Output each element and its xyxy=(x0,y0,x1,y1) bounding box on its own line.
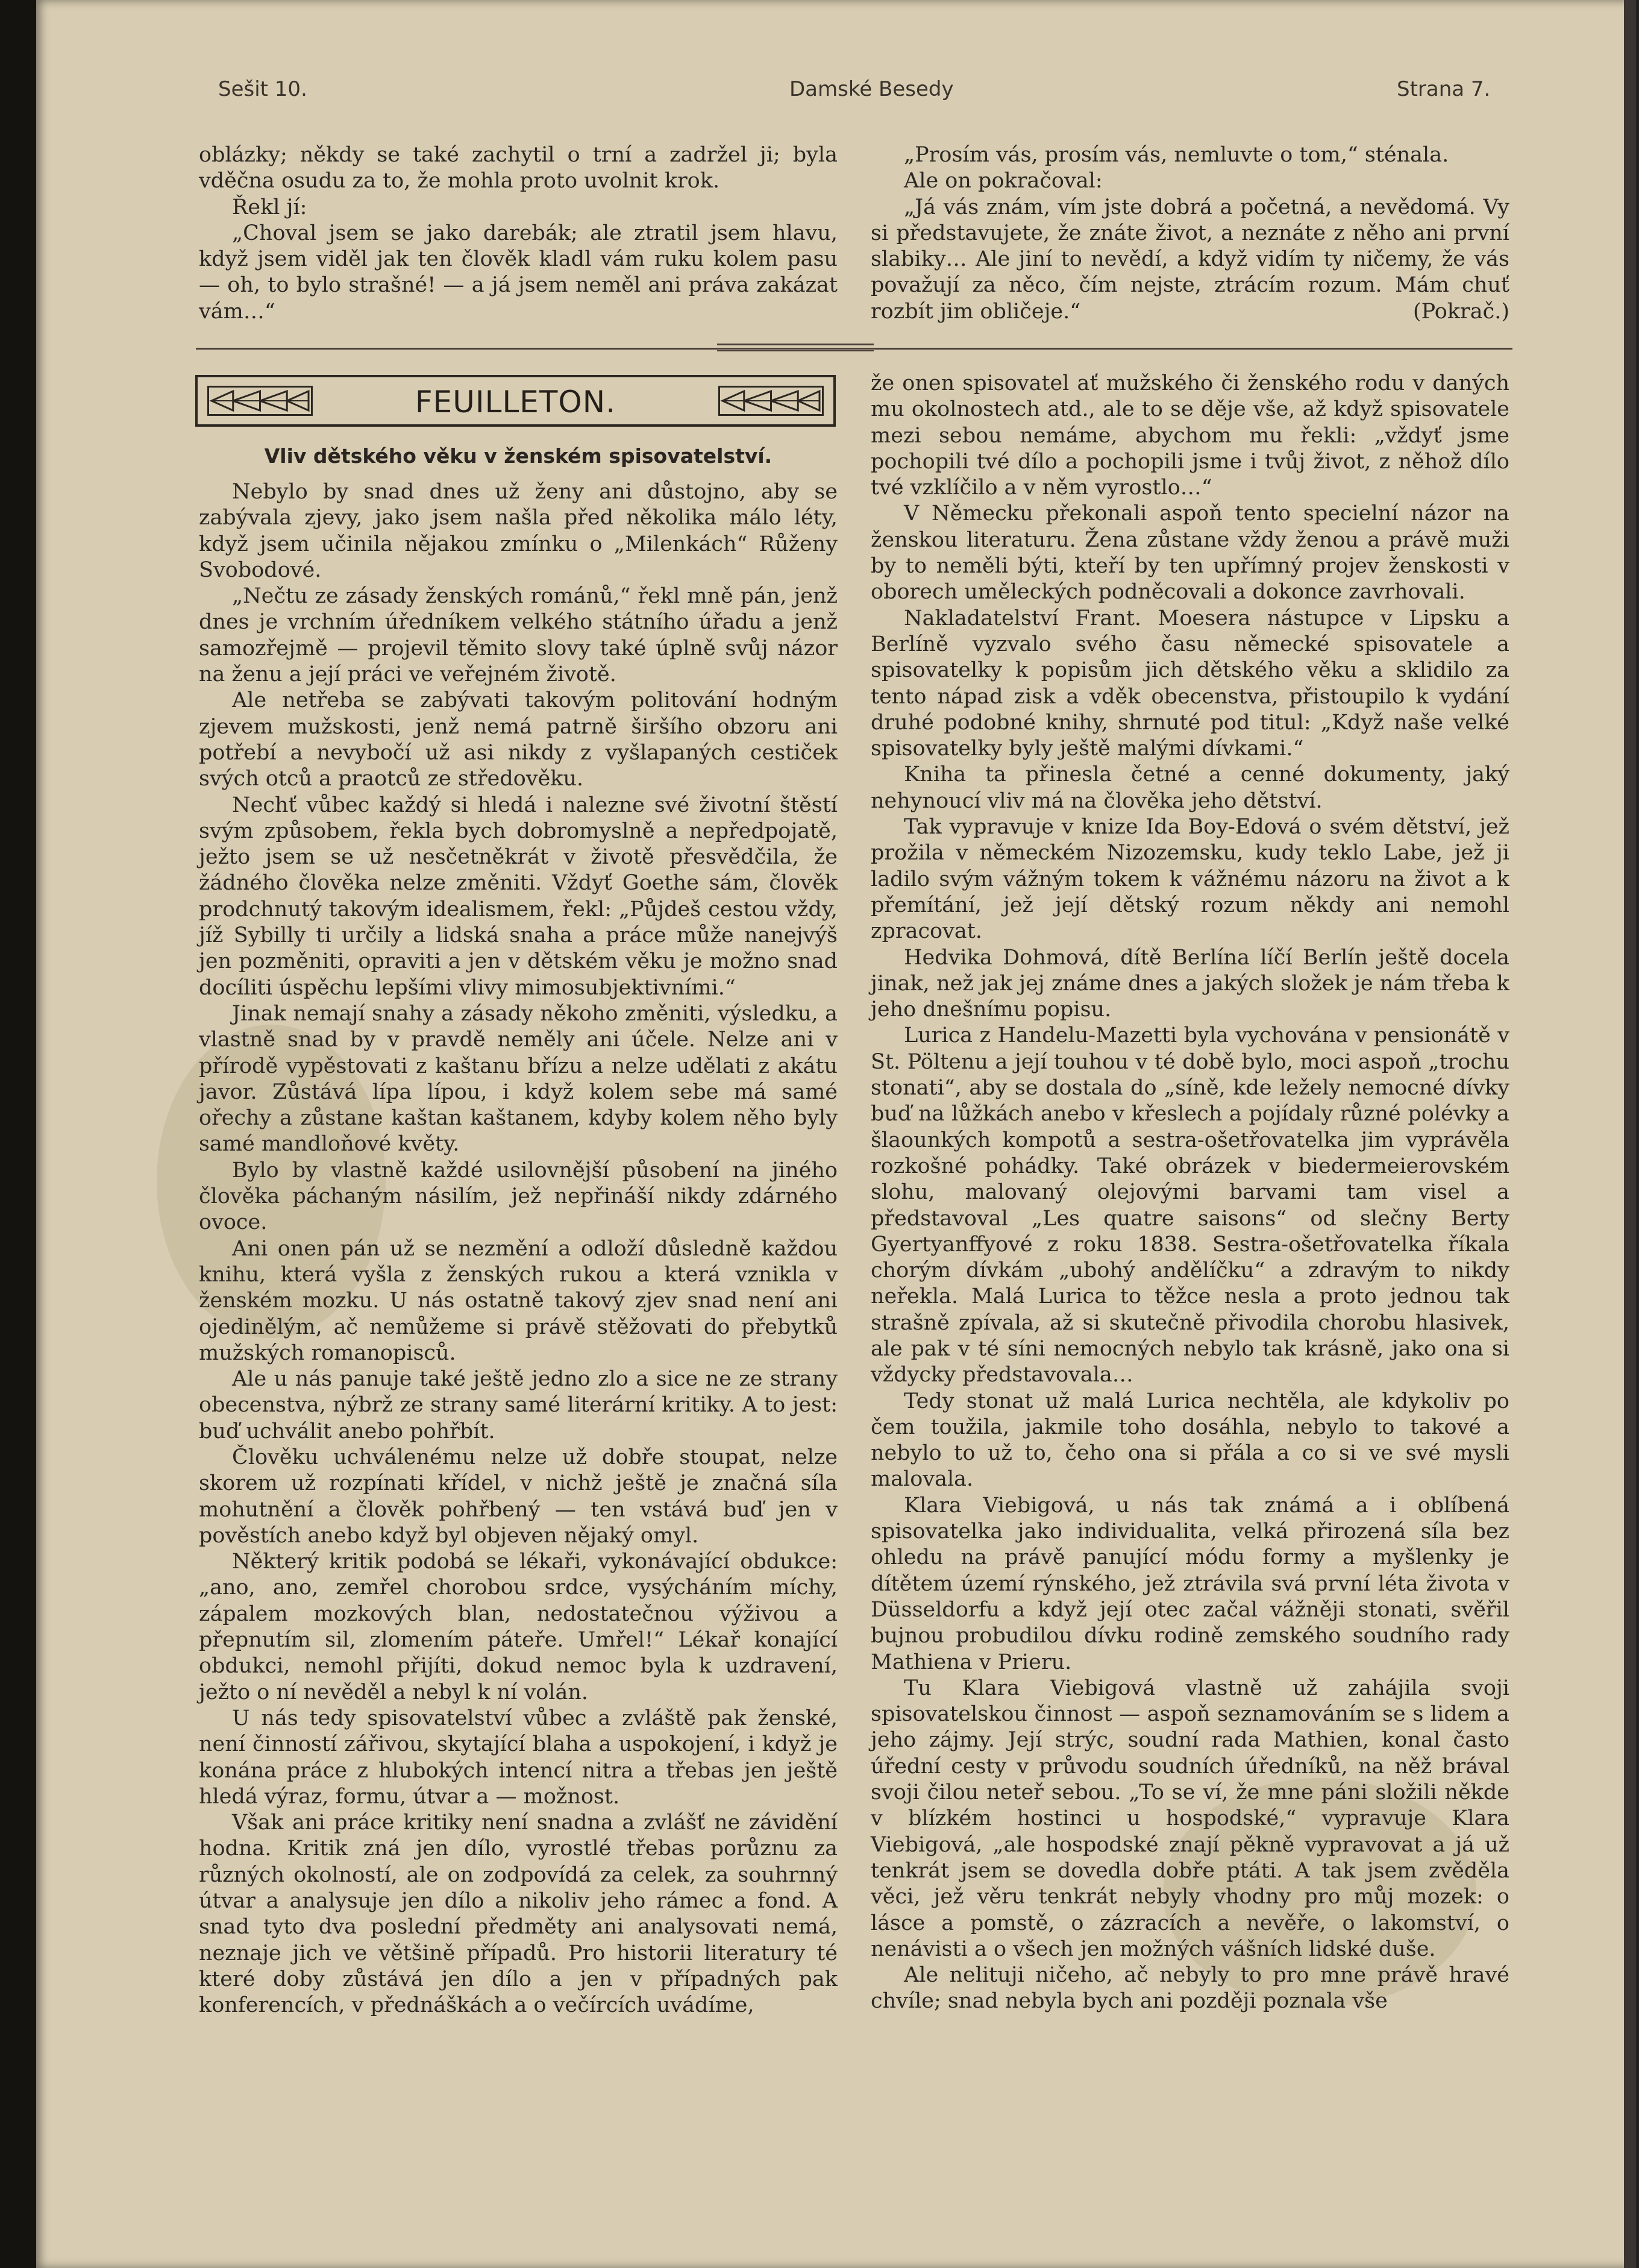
story-paragraph-text: „Já vás znám, vím jste dobrá a početná, a nevědomá. Vy si představujete, že znáte život, a neznáte z něho ani první slabiky… Ale jiní to nevědí, a když vidím ty ničemy, že vás považují za něco, čím nejste, ztrácím rozum. Mám chuť rozbít jim obličeje.“ xyxy=(871,195,1509,324)
article-paragraph: Hedvika Dohmová, dítě Berlína líčí Berlín ještě docela jinak, než jak jej známe dnes a jakých složek je nám třeba k jeho dnešnímu popisu. xyxy=(871,945,1509,1022)
story-paragraph: Řekl jí: xyxy=(232,195,307,219)
article-paragraph: Kniha ta přinesla četné a cenné dokumenty, jaký nehynoucí vliv má na člověka jeho dětství. xyxy=(871,762,1509,813)
header-page-number: Strana 7. xyxy=(1397,77,1491,101)
header-issue: Sešit 10. xyxy=(218,77,307,101)
scan-left-border xyxy=(0,0,36,2268)
article-paragraph: V Německu překonali aspoň tento specielní názor na ženskou literaturu. Žena zůstane vždy ženou a právě muži by to neměli býti, kteří by ten upřímný projev ženskosti v oborech uměleckých podněcovali a dokonce zavrhovali. xyxy=(871,501,1509,605)
continued-note: (Pokrač.) xyxy=(1412,299,1509,324)
story-paragraph: Ale on pokračoval: xyxy=(904,169,1103,193)
story-paragraph: „Choval jsem se jako darebák; ale ztratil jsem hlavu, když jsem viděl jak ten člověk kladl vám ruku kolem pasu — oh, to bylo strašné! — a já jsem neměl ani práva zakázat vám…“ xyxy=(199,221,838,324)
article-paragraph: Nechť vůbec každý si hledá i nalezne své životní štěstí svým způsobem, řekla bych dobromyslně a nepředpojatě, ježto jsem se už nesčetněkrát v životě přesvědčila, že žádného člověka nelze změniti. Vždyť Goethe sám, člověk prodchnutý takovým idealismem, řekl: „Půjdeš cestou vždy, jíž Sybilly ti určily a lidská snaha a práce může nanejvýš jen pozměniti, opraviti a jen v dětském věku je možno snad docíliti úspěchu lepšími vlivy mimosubjektivními.“ xyxy=(199,793,838,1000)
article-paragraph: Člověku uchválenému nelze už dobře stoupat, nelze skorem už rozpínati křídel, v nichž ještě je značná síla mohutnění a člověk pohřbený — ten vstává buď jen v pověstích anebo když byl objeven nějaký omyl. xyxy=(199,1445,838,1548)
story-paragraph: oblázky; někdy se také zachytil o trní a zadržel ji; byla vděčna osudu za to, že mohla proto uvolnit krok. xyxy=(199,143,838,193)
article-right-column xyxy=(871,371,1509,2015)
ornament-icon xyxy=(718,386,824,416)
scan-right-border xyxy=(1624,0,1636,2268)
article-paragraph: Ale nelituji ničeho, ač nebyly to pro mne právě hravé chvíle; snad nebyla bych ani později poznala vše xyxy=(871,1963,1509,2014)
story-paragraph: „Prosím vás, prosím vás, nemluvte o tom,“ sténala. xyxy=(904,143,1449,167)
article-paragraph: U nás tedy spisovatelství vůbec a zvláště pak ženské, není činností zářivou, skytající blaha a uspokojení, i když je konána práce z hlubokých intencí nitra a třebas jen ještě hledá výraz, formu, útvar a — možnost. xyxy=(199,1706,838,1809)
article-paragraph: Lurica z Handelu-Mazetti byla vychována v pensionátě v St. Pöltenu a její touhou v té době bylo, moci aspoň „trochu stonati“, aby se dostala do „síně, kde ležely nemocné dívky buď na lůžkách anebo v křeslech a pojídaly různé polévky a šlaounkých kompotů a sestra-ošetřovatelka jim vyprávěla rozkošné pohádky. Také obrázek v biedermeierovském slohu, malovaný olejovými barvami tam visel a představoval „Les quatre saisons“ od slečny Berty Gyertyanffyové z roku 1838. Sestra-ošetřovatelka říkala chorým dívkám „ubohý andělíčku“ a zdravým to nikdy neřekla. Malá Lurica to těžce nesla a proto jednou tak strašně zpívala, až si skutečně přivodila chorobu hlasivek, ale pak v té síni nemocných nebylo tak krásně, jako ona si vždycky představovala… xyxy=(871,1023,1509,1387)
article-paragraph: „Nečtu ze zásady ženských románů,“ řekl mně pán, jenž dnes je vrchním úředníkem velkého státního úřadu a jenž samozřejmě — projevil těmito slovy také úplně svůj názor na ženu a její práci ve veřejném životě. xyxy=(199,584,838,687)
article-paragraph: Ani onen pán už se nezmění a odloží důsledně každou knihu, která vyšla z ženských rukou a která vznikla v ženském mozku. U nás ostatně takový zjev snad není ani ojedinělým, ač nemůžeme si právě stěžovati do přebytků mužských romanopisců. xyxy=(199,1236,838,1365)
article-paragraph: Však ani práce kritiky není snadna a zvlášť ne závidění hodna. Kritik zná jen dílo, vyrostlé třebas porůznu za různých okolností, ale on zodpovídá za celek, za souhrnný útvar a analysuje jen dílo a nikoliv jeho rámec a fond. A snad tyto dva poslední předměty ani analysovati nemá, neznaje jich ve většině případů. Pro historii literatury té které doby zůstává jen dílo a jen v případných pak konferencích, v přednáškách a o večírcích uvádíme, xyxy=(199,1811,838,2018)
article-paragraph: Nebylo by snad dnes už ženy ani důstojno, aby se zabývala zjevy, jako jsem našla před několika málo léty, když jsem učinila nějakou zmínku o „Milenkách“ Růženy Svobodové. xyxy=(199,480,838,582)
article-paragraph: Tu Klara Viebigová vlastně už zahájila svoji spisovatelskou činnost — aspoň seznamováním se s lidem a jeho zájmy. Její strýc, soudní rada Mathien, konal často úřední cesty v průvodu soudních úředníků, na něž brával svoji čilou neteř sebou. „To se ví, že mne páni složili někde v blízkém hostinci u hospodské,“ vypravuje Klara Viebigová, „ale hospodské znají pěkně vypravovat a já už tenkrát jsem se dovedla dobře ptáti. A tak jsem zvěděla věci, jež věru tenkrát nebyly vhodny pro můj mozek: o lásce a pomstě, o zázracích a nevěře, o lakomství, o nenávisti a o všech jen možných vášních lidské duše. xyxy=(871,1676,1509,1961)
article-paragraph: Ale u nás panuje také ještě jedno zlo a sice ne ze strany obecenstva, nýbrž ze strany samé literární kritiky. A to jest: buď uchválit anebo pohřbít. xyxy=(199,1367,838,1443)
section-title: FEUILLETON. xyxy=(415,385,616,419)
article-title: Vliv dětského věku v ženském spisovatelství. xyxy=(264,444,772,468)
previous-story-left-column xyxy=(199,142,838,325)
article-paragraph: Jinak nemají snahy a zásady někoho změniti, výsledku, a vlastně snad by v pravdě neměly ani účele. Nelze ani v přírodě vypěstovati z kaštanu břízu a nelze udělati z akátu javor. Zůstává lípa lípou, i když kolem sebe má samé ořechy a zůstane kaštan kaštanem, kdyby kolem něho byly samé mandloňové květy. xyxy=(199,1001,838,1157)
feuilleton-heading-box xyxy=(195,375,836,427)
header-magazine-title: Damské Besedy xyxy=(789,77,954,101)
article-paragraph: Některý kritik podobá se lékaři, vykonávající obdukce: „ano, ano, zemřel chorobou srdce, vysýcháním míchy, zápalem mozkových blan, nedostatečnou výživou a přepnutím sil, zlomením páteře. Umřel!“ Lékař konající obdukci, nemohl přijíti, dokud nemoc byla k uzdravení, ježto o ní nevěděl a nebyl k ní volán. xyxy=(199,1550,838,1704)
article-paragraph: že onen spisovatel ať mužského či ženského rodu v daných mu okolnostech atd., ale to se děje vše, až když spisovatele mezi sebou nemáme, abychom mu řekli: „vždyť jsme pochopili tvé dílo a pochopili jsme i tvůj život, z něhož dílo tvé vzklíčilo a v něm vyrostlo…“ xyxy=(871,371,1509,500)
article-paragraph: Nakladatelství Frant. Moesera nástupce v Lipsku a Berlíně vyzvalo svého času německé spisovatele a spisovatelky k popisům jich dětského věku a sklidilo za tento nápad zisk a vděk obecenstva, přistoupilo k vydání druhé podobné knihy, shrnuté pod titul: „Když naše velké spisovatelky byly ještě malými dívkami.“ xyxy=(871,606,1509,761)
story-paragraph xyxy=(871,195,1509,325)
article-paragraph: Klara Viebigová, u nás tak známá a i oblíbená spisovatelka jako individualita, velká přirozená síla bez ohledu na právě panující módu formy a myšlenky je dítětem území rýnského, jež ztrávila svá první léta života v Düsseldorfu a když její otec začal vážněji stonati, svěřil bujnou probudilou dívku rodině zemského soudního rady Mathiena v Prieru. xyxy=(871,1493,1509,1674)
previous-story-right-column xyxy=(871,142,1509,325)
article-paragraph: Tedy stonat už malá Lurica nechtěla, ale kdykoliv po čem toužila, jakmile toho dosáhla, nebylo to takové a nebylo to už to, čeho ona si přála a co si ve své mysli malovala. xyxy=(871,1389,1509,1492)
divider-ornament xyxy=(717,344,874,351)
article-paragraph: Bylo by vlastně každé usilovnější působení na jiného člověka páchaným násilím, jež nepřináší nikdy zdárného ovoce. xyxy=(199,1158,838,1235)
article-paragraph: Tak vypravuje v knize Ida Boy-Edová o svém dětství, jež prožila v německém Nizozemsku, kudy teklo Labe, jež ji ladilo svým vážným tokem k vážnému názoru na život a k přemítání, jež její dětský rozum někdy ani nemohl zpracovat. xyxy=(871,815,1509,944)
article-paragraph: Ale netřeba se zabývati takovým politování hodným zjevem mužskosti, jenž nemá patrně širšího obzoru ani potřebí a nevybočí už asi nikdy z vyšlapaných cestiček svých otců a praotců ze středověku. xyxy=(199,688,838,791)
article-left-column xyxy=(199,479,838,2019)
